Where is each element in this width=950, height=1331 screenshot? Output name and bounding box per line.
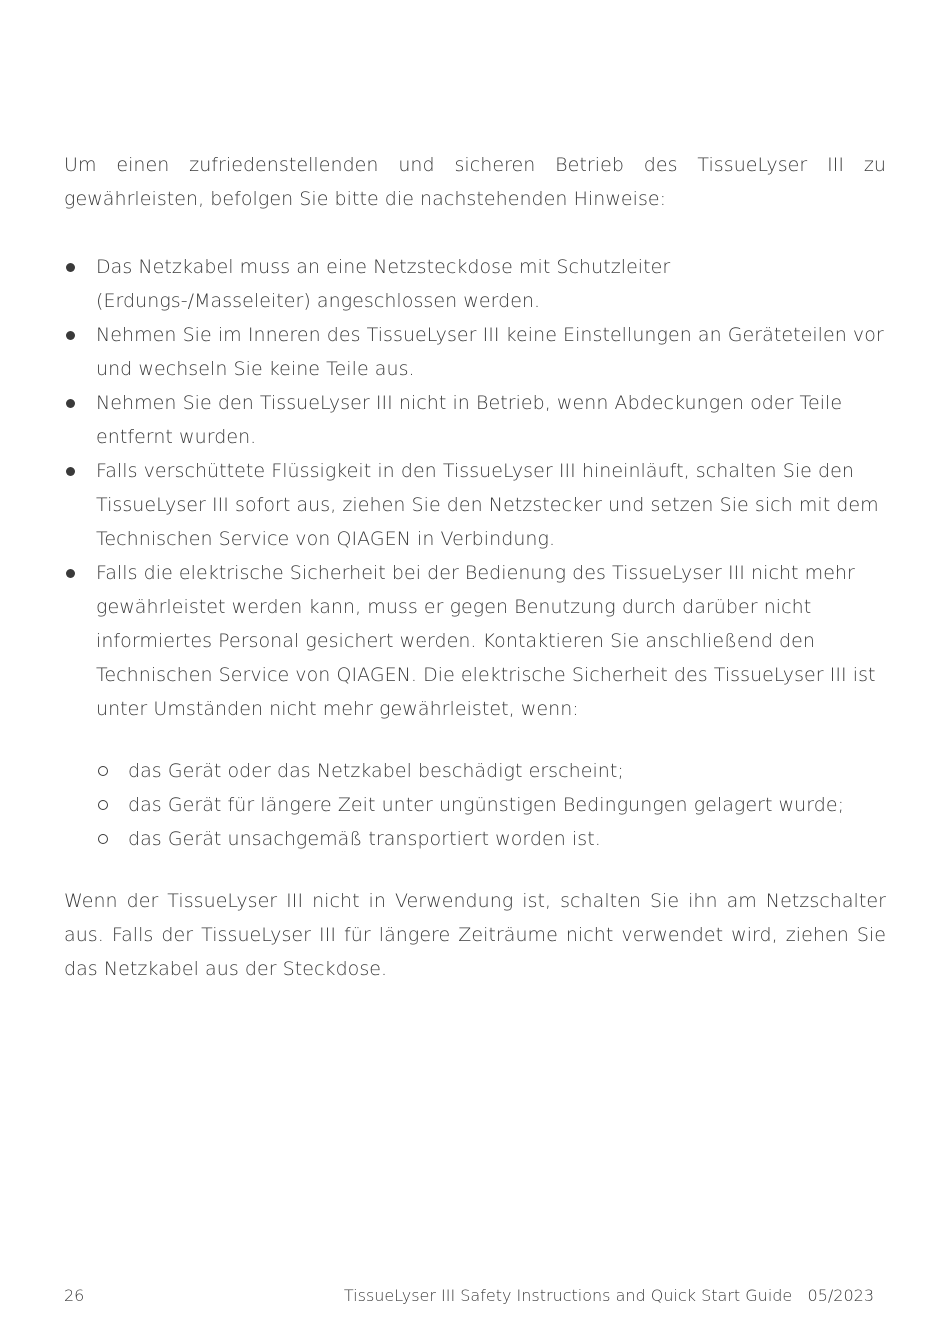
page-number: 26 — [64, 1286, 85, 1305]
closing-paragraph: Wenn der TissueLyser III nicht in Verwendung ist, schalten Sie ihn am Netzschalter aus. Falls der TissueLyser III für längere Zeiträume nicht verwendet wird, ziehen Sie das Netzkabel aus der Steckdose. — [64, 890, 886, 980]
bullet-icon — [66, 467, 75, 476]
list-item — [64, 318, 886, 386]
list-item — [64, 454, 886, 556]
list-item-text: Nehmen Sie im Inneren des TissueLyser III keine Einstellungen an Geräteteilen vor und wechseln Sie keine Teile aus. — [96, 324, 884, 380]
sub-bullet-list — [96, 754, 886, 856]
intro-paragraph: Um einen zufriedenstellenden und sicheren Betrieb des TissueLyser III zu gewährleisten, befolgen Sie bitte die nachstehenden Hinweise: — [64, 154, 886, 210]
bullet-icon — [66, 569, 75, 578]
sub-list-item-text: das Gerät oder das Netzkabel beschädigt erscheint; — [128, 760, 624, 782]
list-item — [64, 250, 886, 318]
circle-bullet-icon — [98, 800, 108, 810]
sub-list-item — [96, 788, 886, 822]
sub-list-item-text: das Gerät unsachgemäß transportiert worden ist. — [128, 828, 601, 850]
list-item-text: Das Netzkabel muss an eine Netzsteckdose mit Schutzleiter (Erdungs-/Masseleiter) angeschlossen werden. — [96, 256, 671, 312]
sub-list-item — [96, 822, 886, 856]
body-text — [64, 148, 886, 986]
sub-list-item-text: das Gerät für längere Zeit unter ungünstigen Bedingungen gelagert wurde; — [128, 794, 845, 816]
footer-document-title: TissueLyser III Safety Instructions and Quick Start Guide 05/2023 — [343, 1286, 874, 1305]
list-item — [64, 556, 886, 856]
list-item-text: Falls die elektrische Sicherheit bei der Bedienung des TissueLyser III nicht mehr gewährleistet werden kann, muss er gegen Benutzung durch darüber nicht informiertes Personal gesichert werden. Kontaktieren Sie anschließend den Technischen Service von QIAGEN. Die elektrische Sicherheit des TissueLyser III ist unter Umständen nicht mehr gewährleistet, wenn: — [96, 562, 876, 720]
circle-bullet-icon — [98, 834, 108, 844]
bullet-icon — [66, 331, 75, 340]
sub-list-item — [96, 754, 886, 788]
list-item-text: Falls verschüttete Flüssigkeit in den TissueLyser III hineinläuft, schalten Sie den TissueLyser III sofort aus, ziehen Sie den Netzstecker und setzen Sie sich mit dem Technischen Service von QIAGEN in Verbindung. — [96, 460, 879, 550]
list-item-text: Nehmen Sie den TissueLyser III nicht in Betrieb, wenn Abdeckungen oder Teile entfernt wurden. — [96, 392, 843, 448]
safety-bullet-list — [64, 250, 886, 856]
bullet-icon — [66, 263, 75, 272]
circle-bullet-icon — [98, 766, 108, 776]
bullet-icon — [66, 399, 75, 408]
list-item — [64, 386, 886, 454]
